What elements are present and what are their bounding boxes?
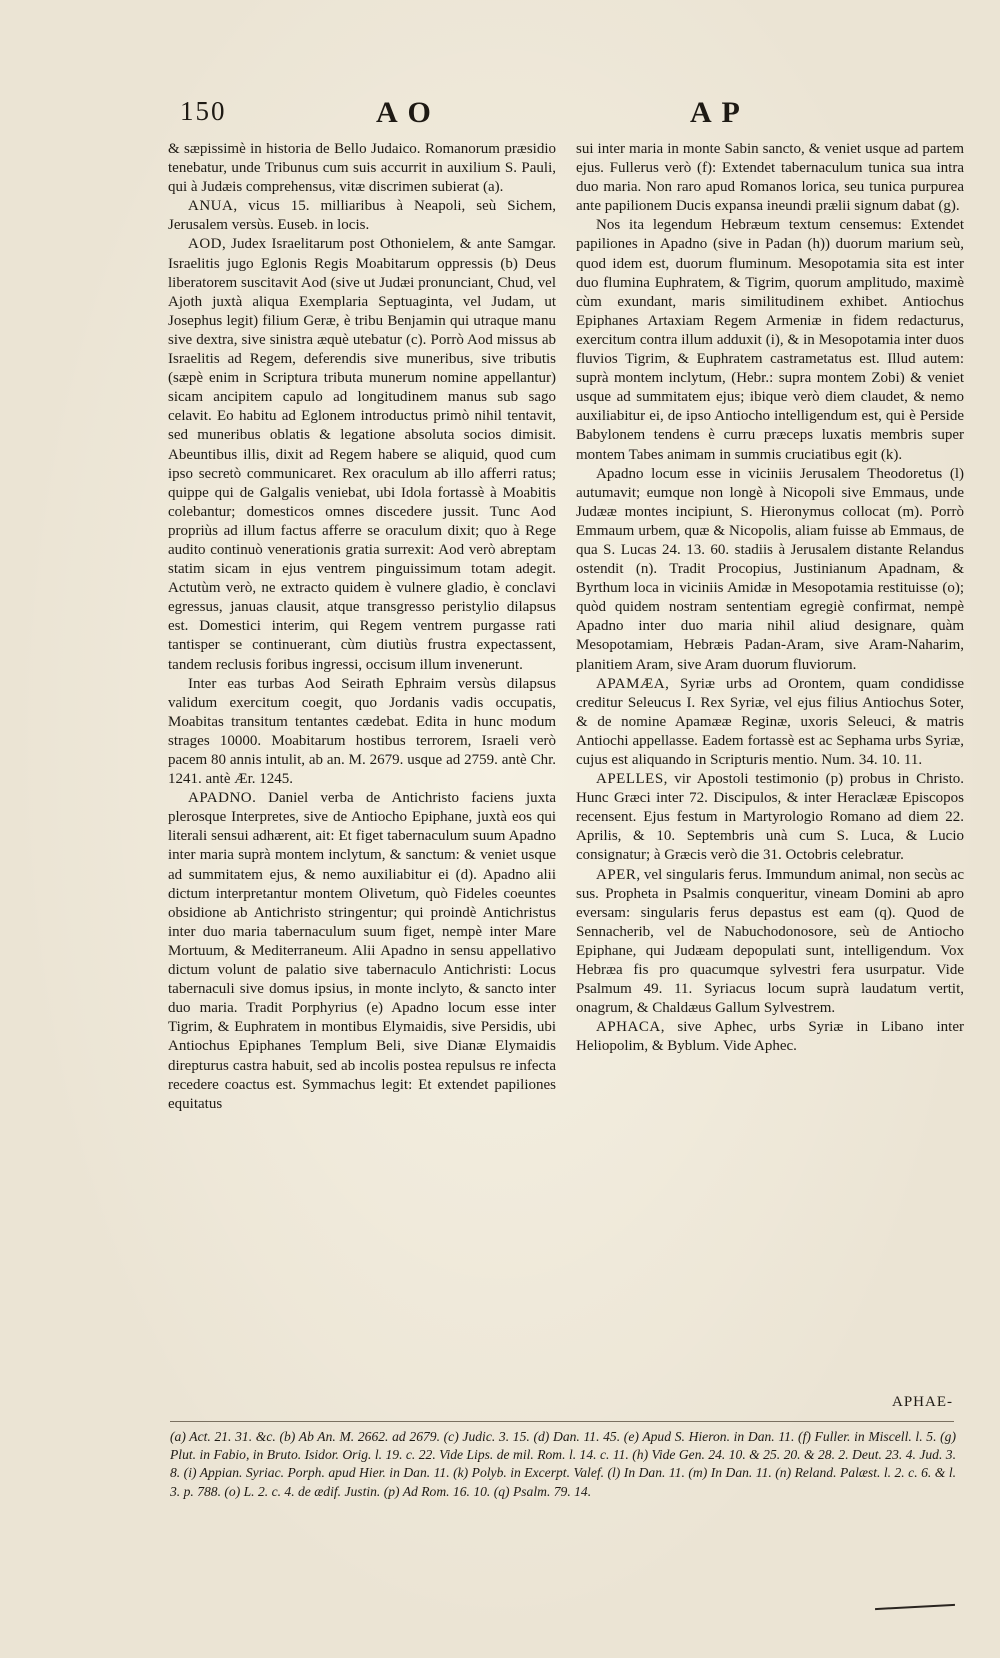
entry-text: , Judex Israelitarum post Othonielem, & ante Samgar. Israelitis jugo Eglonis Regis Moabitarum oppressis (b) Deus liberatorem suscitavit Aod (sive ut Judæi pronunciant, Chud, vel Ajoth juxtà aliqua Exemplaria Septuaginta, vel Judam, ut Josephus legit) filium Geræ, è tribu Benjamin qui utraque manu sive dextra, sive sinistra æquè utebatur (c). Porrò Aod missus ab Israelitis ad Regem, deferendis sive muneribus, sive tributis (sæpè enim in Scriptura tributa munerum nomine appellantur) sicam ancipitem capulo ad longitudinem manus sub sago celavit. Eo habitu ad Eglonem introductus primò nihil tentavit, sed muneribus oblatis & legatione absoluta socios dimisit. Abeuntibus illis, dixit ad Regem habere se aliquid, quod cum ipso secretò communicaret. Rex oraculum ab illo afferri ratus; quippe qui de Galgalis veniebat, ubi Idola fortassè à Moabitis colebantur; domesticos omnes discedere jussit. Tunc Aod propriùs ad illum factus afferre se oraculum dixit; quo à Rege audito continuò venerationis gratia surrexit: Aod verò abreptam statim sicam in ejus ventrem pinguissimum totam adegit. Actutùm verò, ne extracto quidem è vulnere gladio, è conclavi egressus, januas clausit, atque transgresso peristylio dilapsus est. Domestici interim, qui Regem ventrem purgasse rati tantisper se continuerant, cùm diutiùs frustra expectassent, tandem reclusis foribus ingressi, occisum illum invenerunt. [168, 236, 556, 673]
dictionary-entry [576, 770, 964, 865]
entry-headword: ANUA [188, 198, 234, 215]
dictionary-entry [576, 1018, 964, 1056]
dictionary-entry [576, 675, 964, 770]
paragraph [168, 675, 556, 790]
entry-text: & sæpissimè in historia de Bello Judaico. Romanorum præsidio tenebatur, unde Tribunus cum suis accurrit in auxilium S. Pauli, qui à Judæis comprehensus, vitæ discrimen subierat (a). [168, 141, 556, 196]
entry-text: , sive Aphec, urbs Syriæ in Libano inter Heliopolim, & Byblum. Vide Aphec. [576, 1019, 964, 1055]
entry-headword: APADNO [188, 790, 253, 807]
paragraph [576, 465, 964, 675]
entry-headword: APELLES [596, 771, 664, 788]
entry-text: , vir Apostoli testimonio (p) probus in Christo. Hunc Græci inter 72. Discipulos, & inter Heraclææ Episcopos recensent. Ejus festum in Martyrologio Romano ad diem 22. Aprilis, & 10. Septembris unà cum S. Luca, & Lucio consignatur; à Græcis verò die 31. Octobris celebratur. [576, 771, 964, 864]
entry-text: , vicus 15. milliaribus à Neapoli, seù Sichem, Jerusalem versùs. Euseb. in locis. [168, 198, 556, 234]
entry-headword: APER [596, 866, 637, 883]
entry-text: Inter eas turbas Aod Seirath Ephraim versùs dilapsus validum exercitum coegit, quo Jordanis vadis occupatis, Moabitas transitum tentantes cædebat. Edita in hunc modum strages 10000. Moabitarum hostibus terrorem, Israeli verò pacem 80 annis intulit, ab an. M. 2679. usque ad 2759. antè Chr. 1241. antè Ær. 1245. [168, 675, 556, 788]
right-column [576, 140, 964, 1430]
running-head-left: A O [376, 96, 433, 129]
entry-text: , Syriæ urbs ad Orontem, quam condidisse creditur Seleucus I. Rex Syriæ, vel ejus filius Antiochus Soter, & de nomine Apamææ Reginæ, uxoris Seleuci, & matris Antiochi appellasse. Eadem fortassè est ac Sephama urbs Syriæ, cujus est aliquando in Scripturis mentio. Num. 34. 10. 11. [576, 675, 964, 768]
left-column [168, 140, 556, 1430]
dictionary-entry [168, 235, 556, 674]
paragraph [168, 140, 556, 197]
footnotes: (a) Act. 21. 31. &c. (b) Ab An. M. 2662. ad 2679. (c) Judic. 3. 15. (d) Dan. 11. 45. (e) Apud S. Hieron. in Dan. 11. (f) Fuller. in Miscell. l. 5. (g) Plut. in Fabio, in Bruto. Isidor. Orig. l. 19. c. 22. Vide Lips. de mil. Rom. l. 14. c. 11. (h) Vide Gen. 24. 10. & 25. 20. & 28. 2. Deut. 23. 4. Jud. 3. 8. (i) Appian. Syriac. Porph. apud Hier. in Dan. 11. (k) Polyb. in Excerpt. Valef. (l) In Dan. 11. (m) In Dan. 11. (n) Reland. Palæst. l. 2. c. 6. & l. 3. p. 788. (o) L. 2. c. 4. de ædif. Justin. (p) Ad Rom. 16. 10. (q) Psalm. 79. 14. [170, 1429, 956, 1499]
entry-text: , vel singularis ferus. Immundum animal, non secùs ac sus. Propheta in Psalmis conqueritur, vineam Domini ab apro eversam: singularis ferus depastus est eam (q). Quod de Sennacherib, vel de Nabuchodonosore, seù de Antiocho Epiphane, qui Judæam depopulati sunt, intelligendum. Vox Hebræa fis pro quacumque sylvestri fera usurpatur. Vide Psalmum 49. 11. Syriacus locum suprà laudatum vertit, onagrum, & Chaldæus Gallum Sylvestrem. [576, 866, 964, 1017]
running-head-right: A P [690, 96, 742, 129]
dictionary-entry [168, 197, 556, 235]
paragraph [576, 216, 964, 464]
entry-text: sui inter maria in monte Sabin sancto, & veniet usque ad partem ejus. Fullerus verò (f): Extendet tabernaculum tunica sua intra duo maria. Non raro apud Romanos lorica, seu tunica purpurea ante papilionem Ducis expansa ineundi prælii signum dabat (g). [576, 141, 964, 215]
page-number: 150 [180, 96, 227, 126]
entry-headword: APHACA [596, 1019, 661, 1036]
entry-text: . Daniel verba de Antichristo faciens juxta plerosque Interpretes, sive de Antiocho Epiphane, juxtà eos qui literali sensui adhærent, ait: Et figet tabernaculum suum Apadno inter maria suprà montem inclytum, & sanctum: & veniet usque ad summitatem ejus, & nemo auxiliabitur ei (d). Apadno alii dictum interpretantur montem Olivetum, quò Fideles coeuntes obsidione ab Antichristo stringentur; qui proindè Antichristus inter duo maria tabernaculum suum figet, nempè inter Mare Mortuum, & Mediterraneum. Alii Apadno in sensu appellativo dictum volunt de palatio sive tabernaculo Antichristi: Locus tabernaculi sive domus ipsius, in monte inclyto, & sancto inter duo maria. Tradit Porphyrius (e) Apadno locum esse inter Tigrim, & Euphratem in montibus Elymaidis, sive Persidis, ubi Antiochus Epiphanes Templum Beli, sive Dianæ Elymaidis direpturus castra habuit, sed ab incolis postea repulsus re infecta recedere coactus est. Symmachus legit: Et extendet papiliones equitatus [168, 790, 556, 1112]
entry-text: Apadno locum esse in viciniis Jerusalem Theodoretus (l) autumavit; eumque non longè à Nicopoli sive Emmaus, unde Judææ montes incipiunt, S. Hieronymus collocat (m). Porrò Emmaum urbem, quæ & Nicopolis, aliam fuisse ab Emmaus, de qua S. Lucas 24. 13. 60. stadiis à Jerusalem distante Relandus ostendit (n). Tradit Procopius, Justinianum Apadnam, & Byrthum loca in viciniis Amidæ in Mesopotamia restituisse (o); quòd quidem nostram sententiam egregiè confirmat, nempè Apadno inter duo maria nihil aliud designare, quàm Mesopotamiam, Hebræis Padan-Aram, sive Aram-Naharim, planitiem Aram, sive Aram duorum fluviorum. [576, 465, 964, 673]
dictionary-entry [168, 789, 556, 1114]
entry-headword: AOD [188, 236, 222, 253]
catchword: APHAE- [892, 1394, 953, 1410]
footnote-rule [170, 1421, 954, 1422]
entry-text: Nos ita legendum Hebræum textum censemus: Extendet papiliones in Apadno (sive in Padan (h)) duorum marium seù, quod idem est, duorum fluminum. Mesopotamia sita est inter duo flumina Euphratem, & Tigrim, quorum amplitudo, maximè cùm exundant, maris similitudinem exhibet. Antiochus Epiphanes Artaxiam Regem Armeniæ in fidem redacturus, exercitum contra illum adduxit (i), & in Mesopotamia inter duos fluvios Tigrim, & Euphratem castrametatus est. Illud autem: suprà montem inclytum, (Hebr.: supra montem Zobi) & veniet usque ad summitatem ejus; ibique verò diem claudet, & nemo auxiliabitur ei, de ipso Antiocho intelligendum est, qui è Perside Babylonem tendens è curru præceps luxatis membris super montem Tabes animam in summis cruciatibus egit (k). [576, 217, 964, 463]
paragraph [576, 140, 964, 216]
dictionary-entry [576, 866, 964, 1019]
ink-mark [875, 1604, 955, 1610]
entry-headword: APAMÆA [596, 675, 666, 692]
